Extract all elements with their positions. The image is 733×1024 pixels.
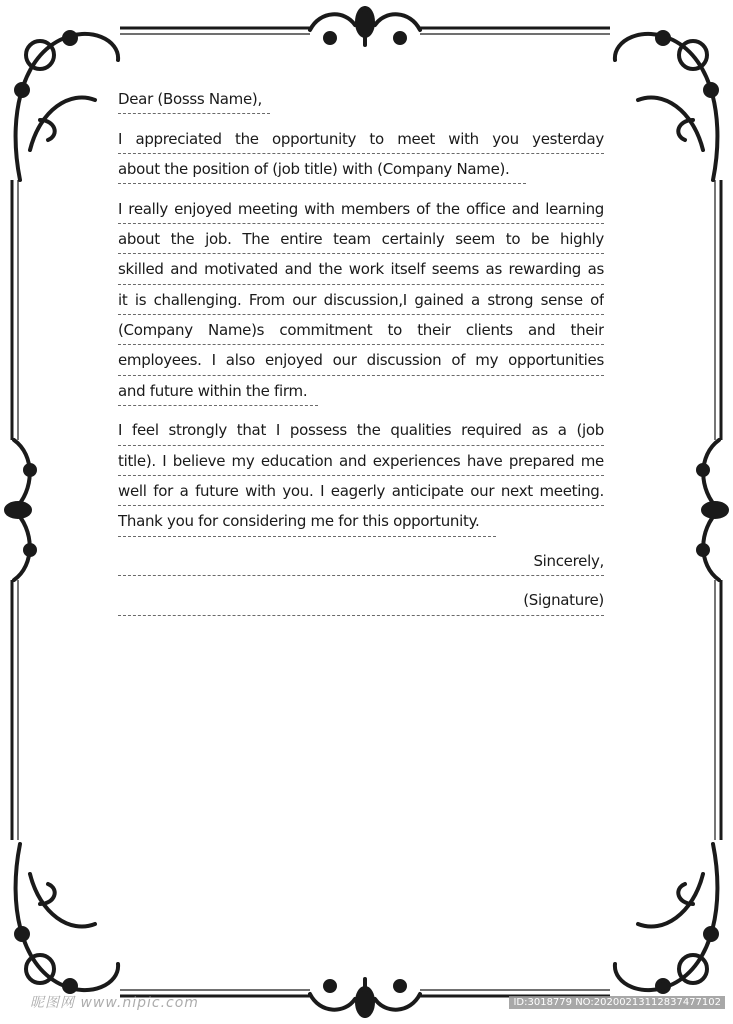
paragraph-3-line: Thank you for considering me for this opportunity. — [118, 506, 496, 536]
paragraph-2-line: it is challenging. From our discussion,I gained a strong sense of — [118, 285, 604, 315]
signature: (Signature) — [118, 585, 604, 615]
paragraph-3 — [118, 415, 604, 536]
bottom-center-ornament — [310, 979, 420, 1016]
paragraph-1-line: I appreciated the opportunity to meet with you yesterday — [118, 124, 604, 154]
paragraph-3-line: I feel strongly that I possess the qualities required as a (job — [118, 415, 604, 445]
paragraph-2-line: I really enjoyed meeting with members of the office and learning — [118, 194, 604, 224]
paragraph-2-line: (Company Name)s commitment to their clients and their — [118, 315, 604, 345]
nipic-watermark-logo: 昵图网 www.nipic.com — [30, 995, 199, 1011]
paragraph-2-line: employees. I also enjoyed our discussion of my opportunities — [118, 345, 604, 375]
paragraph-1-line: about the position of (job title) with (Company Name). — [118, 154, 526, 184]
closing: Sincerely, — [118, 546, 604, 576]
image-id-watermark: ID:3018779 NO:20200213112837477102 — [509, 996, 725, 1009]
paragraph-2-line: and future within the firm. — [118, 376, 318, 406]
corner-ornament-top-right — [615, 32, 718, 180]
corner-ornament-top-left — [16, 32, 119, 180]
paragraph-2-line: about the job. The entire team certainly seem to be highly — [118, 224, 604, 254]
greeting: Dear (Bosss Name), — [118, 84, 270, 114]
letter-body — [118, 84, 604, 616]
corner-ornament-bottom-left — [16, 844, 119, 992]
left-middle-ornament — [6, 440, 35, 580]
top-center-ornament — [310, 8, 420, 45]
corner-ornament-bottom-right — [615, 844, 718, 992]
paragraph-3-line: title). I believe my education and experiences have prepared me — [118, 446, 604, 476]
paragraph-2 — [118, 194, 604, 406]
paragraph-1 — [118, 124, 604, 185]
right-middle-ornament — [698, 440, 727, 580]
paragraph-2-line: skilled and motivated and the work itself seems as rewarding as — [118, 254, 604, 284]
paragraph-3-line: well for a future with you. I eagerly anticipate our next meeting. — [118, 476, 604, 506]
